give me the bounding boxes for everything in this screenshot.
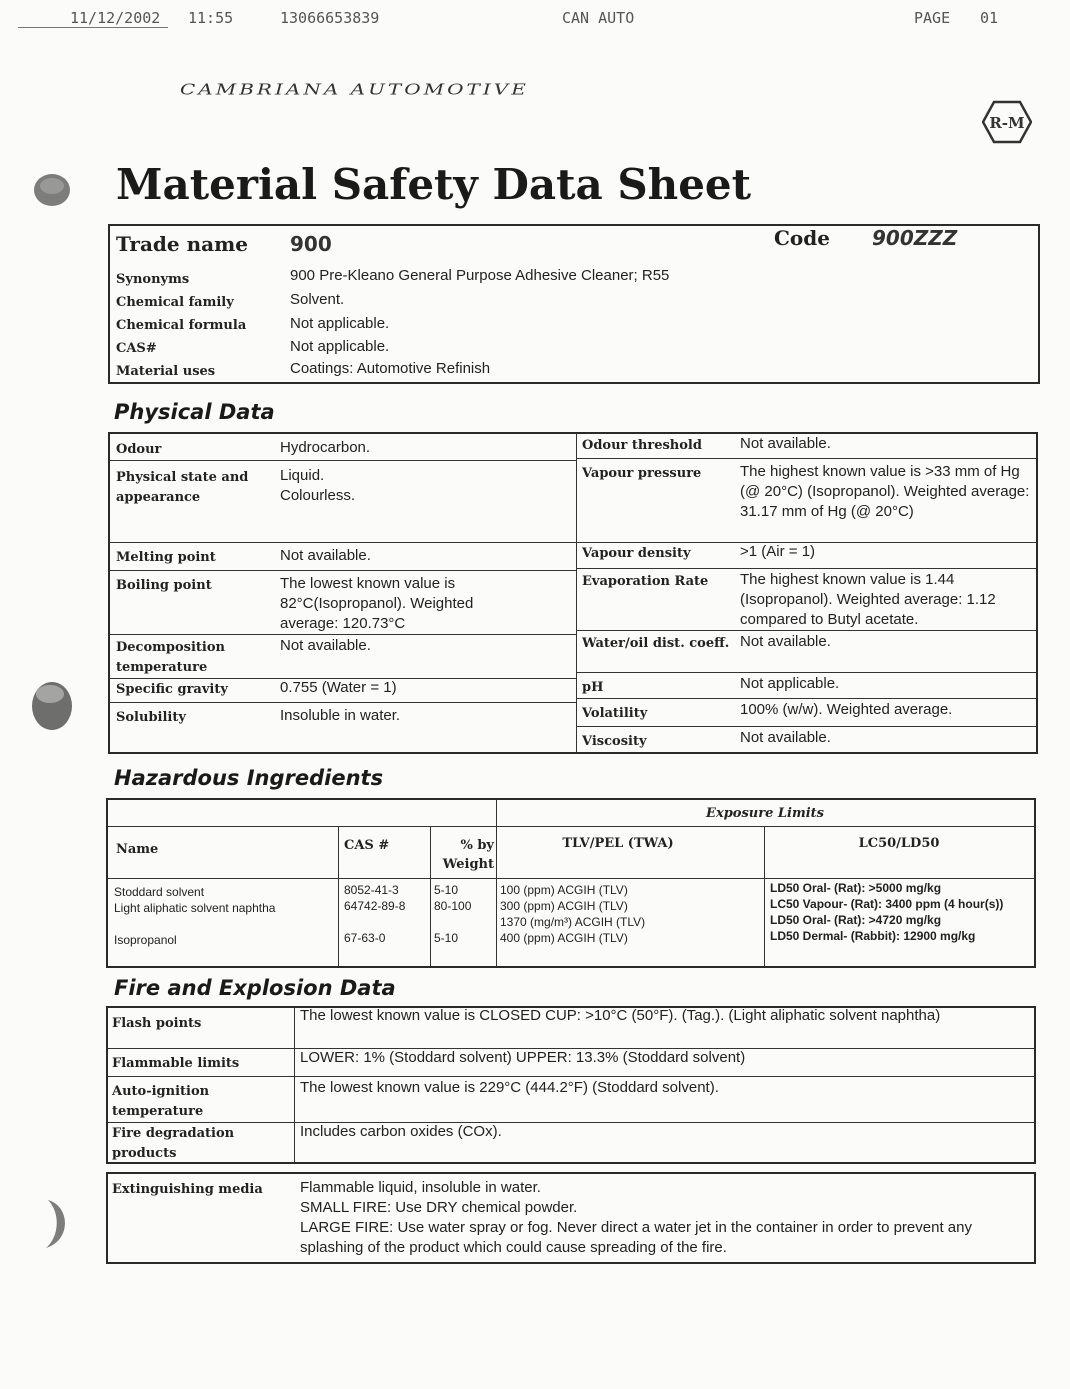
name-column-header: Name xyxy=(116,842,159,857)
flash-points-value: The lowest known value is CLOSED CUP: >10°C (50°F). (Tag.). (Light aliphatic solvent naphtha) xyxy=(300,1007,941,1024)
solubility-label: Solubility xyxy=(116,710,186,725)
volatility-value: 100% (w/w). Weighted average. xyxy=(740,701,953,718)
binder-hole-icon xyxy=(30,170,74,215)
ingredient-tlv: 100 (ppm) ACGIH (TLV) 300 (ppm) ACGIH (TLV) 1370 (mg/m³) ACGIH (TLV) 400 (ppm) ACGIH (TLV) xyxy=(500,883,646,945)
handwritten-note: CAMBRIANA AUTOMOTIVE xyxy=(180,80,529,98)
vapour-pressure-label: Vapour pressure xyxy=(582,466,702,481)
row-divider xyxy=(576,458,1036,459)
auto-ignition-value: The lowest known value is 229°C (444.2°F) (Stoddard solvent). xyxy=(300,1079,719,1096)
code-label: Code xyxy=(774,226,830,250)
evaporation-rate-label: Evaporation Rate xyxy=(582,574,709,589)
trade-name-value: 900 xyxy=(290,232,332,256)
row-divider xyxy=(576,726,1036,727)
flash-points-label: Flash points xyxy=(112,1016,202,1031)
chemical-formula-value: Not applicable. xyxy=(290,315,390,332)
row-divider xyxy=(576,630,1036,631)
weight-column-header: % by Weight xyxy=(442,838,494,872)
column-divider xyxy=(338,826,339,966)
product-identification-box xyxy=(108,224,1040,384)
fax-header xyxy=(0,0,1070,30)
tlv-column-header: TLV/PEL (TWA) xyxy=(562,836,674,851)
chemical-formula-label: Chemical formula xyxy=(116,318,247,333)
column-divider xyxy=(430,826,431,966)
specific-gravity-label: Specific gravity xyxy=(116,682,228,697)
water-oil-coeff-value: Not available. xyxy=(740,633,831,650)
synonyms-value: 900 Pre-Kleano General Purpose Adhesive Cleaner; R55 xyxy=(290,267,670,284)
vapour-density-label: Vapour density xyxy=(582,546,691,561)
ph-value: Not applicable. xyxy=(740,675,840,692)
boiling-point-label: Boiling point xyxy=(116,578,212,593)
trade-name-label: Trade name xyxy=(116,232,248,256)
ingredient-cas-numbers: 8052-41-3 64742-89-8 67-63-0 xyxy=(344,883,406,945)
ingredient-names: Stoddard solvent Light aliphatic solvent naphtha Isopropanol xyxy=(114,885,276,947)
row-divider xyxy=(110,460,576,461)
physical-data-heading: Physical Data xyxy=(114,400,275,424)
extinguishing-media-value: Flammable liquid, insoluble in water. SMALL FIRE: Use DRY chemical powder. LARGE FIRE: Use water spray or fog. Never direct a water jet in the container in order to prevent any splashing of the product which could cause spreading of the fire. xyxy=(300,1179,972,1256)
fire-degradation-value: Includes carbon oxides (COx). xyxy=(300,1123,502,1140)
row-divider xyxy=(108,1076,1034,1077)
fax-page-number: 01 xyxy=(980,9,999,27)
material-uses-label: Material uses xyxy=(116,364,216,379)
viscosity-value: Not available. xyxy=(740,729,831,746)
extinguishing-media-box xyxy=(106,1172,1036,1264)
physical-state-value: Liquid. Colourless. xyxy=(280,467,356,504)
physical-divider xyxy=(576,434,577,752)
column-divider xyxy=(294,1008,295,1162)
decomposition-temperature-value: Not available. xyxy=(280,637,371,654)
decomposition-temperature-label: Decomposition temperature xyxy=(116,640,225,675)
cas-value: Not applicable. xyxy=(290,338,390,355)
cas-column-header: CAS # xyxy=(344,838,390,853)
lc-column-header: LC50/LD50 xyxy=(858,836,940,851)
fax-date: 11/12/2002 xyxy=(70,9,161,27)
binder-hole-icon xyxy=(28,678,76,739)
odour-label: Odour xyxy=(116,442,162,457)
solubility-value: Insoluble in water. xyxy=(280,707,401,724)
material-uses-value: Coatings: Automotive Refinish xyxy=(290,360,491,377)
melting-point-label: Melting point xyxy=(116,550,216,565)
melting-point-value: Not available. xyxy=(280,547,371,564)
ingredient-weights: 5-10 80-100 5-10 xyxy=(434,883,472,945)
synonyms-label: Synonyms xyxy=(116,272,190,287)
row-divider xyxy=(110,634,576,635)
row-divider xyxy=(576,698,1036,699)
fax-phone: 13066653839 xyxy=(280,9,380,27)
flammable-limits-value: LOWER: 1% (Stoddard solvent) UPPER: 13.3% (Stoddard solvent) xyxy=(300,1049,746,1066)
flammable-limits-label: Flammable limits xyxy=(112,1056,240,1071)
boiling-point-value: The lowest known value is 82°C(Isopropanol). Weighted average: 120.73°C xyxy=(280,575,474,632)
row-divider xyxy=(110,702,576,703)
document-title: Material Safety Data Sheet xyxy=(116,160,752,209)
column-divider xyxy=(496,800,497,966)
fax-sender: CAN AUTO xyxy=(562,9,635,27)
fax-underline xyxy=(18,27,168,28)
physical-data-box xyxy=(108,432,1038,754)
row-divider xyxy=(110,542,576,543)
ph-label: pH xyxy=(582,680,604,695)
ingredient-lc-ld: LD50 Oral- (Rat): >5000 mg/kg LC50 Vapour- (Rat): 3400 ppm (4 hour(s)) LD50 Oral- (Rat): >4720 mg/kg LD50 Dermal- (Rabbit): 12900 mg/kg xyxy=(770,881,1004,943)
rm-logo-icon xyxy=(982,100,1032,144)
extinguishing-media-label: Extinguishing media xyxy=(112,1182,263,1197)
vapour-pressure-value: The highest known value is >33 mm of Hg (@ 20°C) (Isopropanol). Weighted average: 31.17 mm of Hg (@ 20°C) xyxy=(740,463,1030,520)
viscosity-label: Viscosity xyxy=(582,734,647,749)
binder-hole-icon xyxy=(30,1196,74,1257)
fax-time: 11:55 xyxy=(188,9,234,27)
row-divider xyxy=(576,568,1036,569)
fire-explosion-heading: Fire and Explosion Data xyxy=(114,976,396,1000)
row-divider xyxy=(576,672,1036,673)
evaporation-rate-value: The highest known value is 1.44 (Isopropanol). Weighted average: 1.12 compared to Butyl acetate. xyxy=(740,571,996,628)
hazardous-ingredients-table xyxy=(106,798,1036,968)
odour-threshold-label: Odour threshold xyxy=(582,438,702,453)
water-oil-coeff-label: Water/oil dist. coeff. xyxy=(582,636,730,651)
odour-value: Hydrocarbon. xyxy=(280,439,371,456)
physical-state-label: Physical state and appearance xyxy=(116,470,249,505)
fax-page-label: PAGE xyxy=(914,9,951,27)
volatility-label: Volatility xyxy=(582,706,648,721)
chemical-family-label: Chemical family xyxy=(116,295,234,310)
vapour-density-value: >1 (Air = 1) xyxy=(740,543,816,560)
row-divider xyxy=(108,826,1034,827)
row-divider xyxy=(108,878,1034,879)
logo-text: R-M xyxy=(989,114,1025,132)
fire-degradation-label: Fire degradation products xyxy=(112,1126,235,1161)
chemical-family-value: Solvent. xyxy=(290,291,345,308)
fire-explosion-box xyxy=(106,1006,1036,1164)
row-divider xyxy=(110,570,576,571)
odour-threshold-value: Not available. xyxy=(740,435,831,452)
hazardous-ingredients-heading: Hazardous Ingredients xyxy=(114,766,384,790)
cas-label: CAS# xyxy=(116,341,157,356)
exposure-limits-header: Exposure Limits xyxy=(706,806,824,821)
auto-ignition-label: Auto-ignition temperature xyxy=(112,1084,210,1119)
code-value: 900ZZZ xyxy=(872,226,958,250)
specific-gravity-value: 0.755 (Water = 1) xyxy=(280,679,397,696)
